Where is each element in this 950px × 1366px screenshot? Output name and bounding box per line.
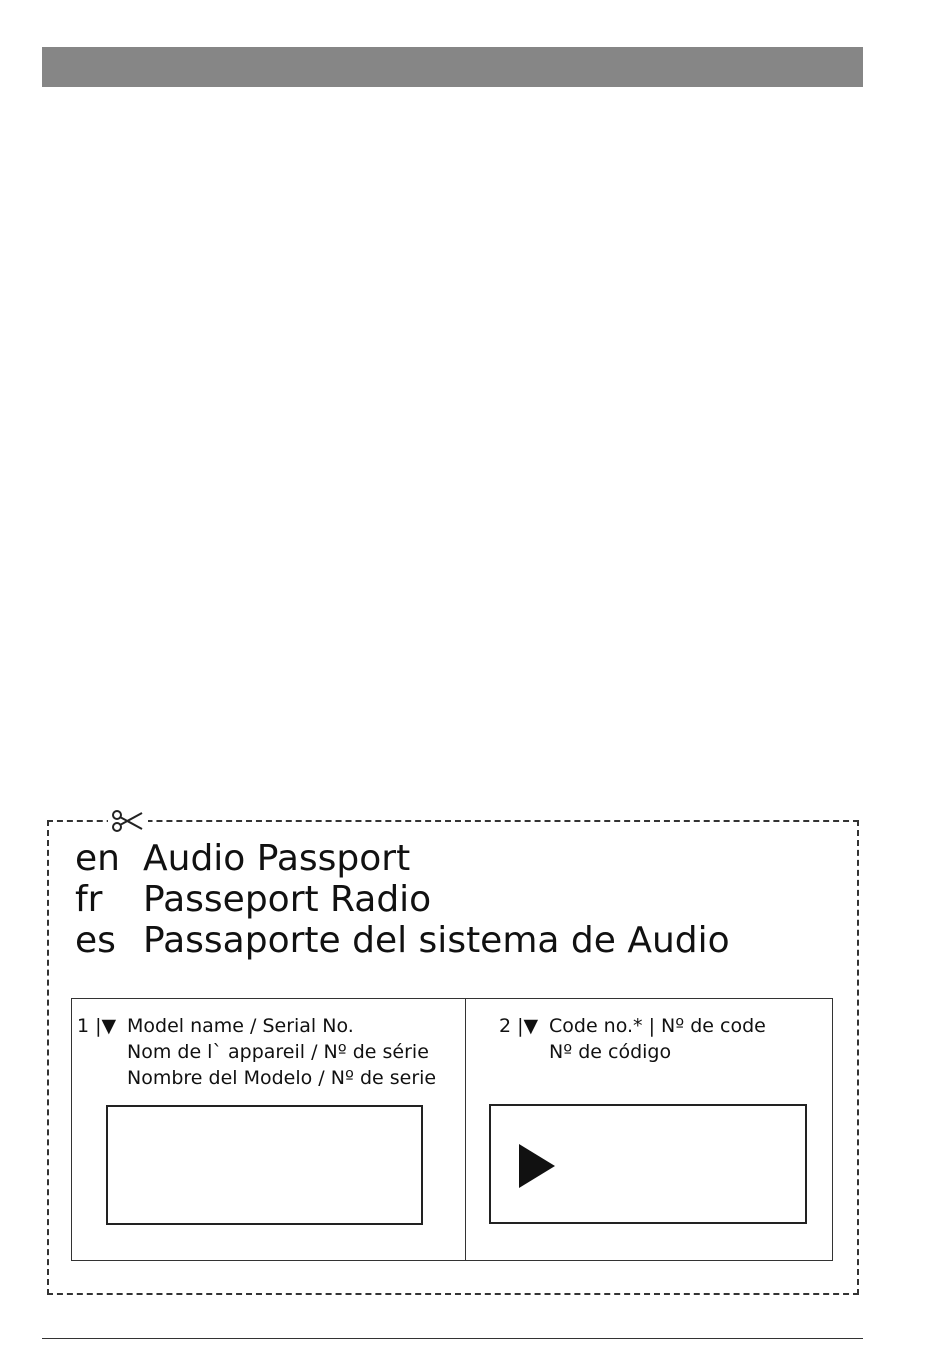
- model-serial-field: [72, 999, 466, 1260]
- header-bar: [42, 47, 863, 87]
- field-label: Model name / Serial No.: [127, 1015, 354, 1037]
- title-en: [75, 838, 730, 879]
- footer-rule: [42, 1338, 863, 1339]
- play-arrow-icon: [519, 1144, 555, 1188]
- field-label: Nombre del Modelo / Nº de serie: [127, 1067, 437, 1089]
- model-serial-entry-box[interactable]: [106, 1105, 423, 1225]
- passport-titles: [75, 838, 730, 961]
- field-header: [499, 1013, 766, 1065]
- field-label: Nom de l` appareil / Nº de série: [127, 1041, 429, 1063]
- field-number: 1 |▼: [77, 1015, 117, 1037]
- field-label: Code no.* | Nº de code: [549, 1015, 766, 1037]
- code-field: [466, 999, 832, 1260]
- lang-code: fr: [75, 879, 103, 920]
- code-entry-box[interactable]: [489, 1104, 807, 1224]
- lang-code: es: [75, 920, 116, 961]
- scissors-icon: [108, 806, 148, 836]
- field-header: [77, 1013, 436, 1091]
- title-es: [75, 920, 730, 961]
- field-label: Nº de código: [549, 1041, 672, 1063]
- field-labels: [549, 1013, 766, 1065]
- field-labels: [127, 1013, 436, 1091]
- title-text: Passeport Radio: [143, 879, 432, 920]
- lang-code: en: [75, 838, 120, 879]
- title-text: Passaporte del sistema de Audio: [143, 920, 730, 961]
- passport-fields: [71, 998, 833, 1261]
- field-number: 2 |▼: [499, 1015, 539, 1037]
- title-fr: [75, 879, 730, 920]
- title-text: Audio Passport: [143, 838, 411, 879]
